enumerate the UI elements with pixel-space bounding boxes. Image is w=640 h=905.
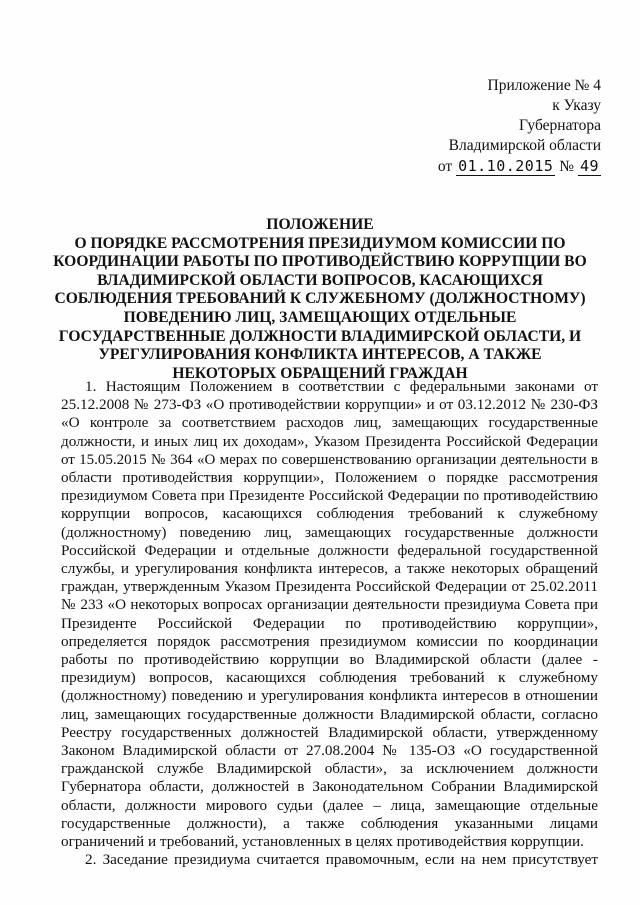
paragraph-1-line: гражданской службе Владимирской области», за исключением должности: [61, 760, 598, 778]
paragraph-1-line: Реестру государственных должностей Владимирской области, утвержденному: [61, 723, 598, 741]
appendix-decree-ref: к Указу: [552, 97, 601, 114]
paragraph-1-line: определяется порядок рассмотрения президиумом комиссии по координации: [61, 632, 598, 650]
paragraph-1-line: Президенте Российской Федерации по противодействию коррупции»,: [61, 614, 598, 632]
document-body: [61, 378, 598, 869]
paragraph-1-line: области противодействия коррупции», Положением о порядке рассмотрения: [61, 469, 598, 487]
title-line: ПОВЕДЕНИЮ ЛИЦ, ЗАМЕЩАЮЩИХ ОТДЕЛЬНЫЕ: [123, 308, 517, 326]
paragraph-1-line: Законом Владимирской области от 27.08.2004 № 135-ОЗ «О государственной: [61, 742, 598, 760]
date-prefix: от: [437, 158, 453, 175]
paragraph-1-line: президиум) вопросов, касающихся соблюдения требований к служебному: [61, 669, 598, 687]
paragraph-2-line: 2. Заседание президиума считается правомочным, если на нем присутствует: [85, 851, 598, 869]
appendix-region: Владимирской области: [448, 137, 601, 154]
paragraph-1-line: 1. Настоящим Положением в соответствии с федеральными законами от: [85, 378, 598, 395]
paragraph-1-line: государственные должности), а также соблюдения указанными лицами: [61, 814, 598, 832]
decree-date: 01.10.2015: [458, 157, 554, 175]
paragraph-1-line: Губернатора области, должностей в Законодательном Собрании Владимирской: [61, 778, 598, 796]
number-prefix: №: [559, 158, 575, 175]
paragraph-1-line: № 233 «О некоторых вопросах организации деятельности президиума Совета при: [61, 596, 598, 614]
paragraph-1-line: «О контроле за соответствием расходов лиц, замещающих государственные: [61, 414, 598, 432]
paragraph-1-line: работы по противодействию коррупции во Владимирской области (далее -: [61, 651, 598, 669]
paragraph-1-line: службы, и урегулирования конфликта интересов, а также некоторых обращений: [61, 560, 598, 578]
document-title: [40, 216, 600, 383]
paragraph-1-line: граждан, утвержденным Указом Президента Российской Федерации от 25.02.2011: [61, 578, 598, 596]
title-line: О ПОРЯДКЕ РАССМОТРЕНИЯ ПРЕЗИДИУМОМ КОМИССИИ ПО: [74, 234, 566, 252]
paragraph-1-line: Российской Федерации и отдельные должности федеральной государственной: [61, 541, 598, 559]
title-line: ПОЛОЖЕНИЕ: [266, 216, 374, 233]
title-line: ГОСУДАРСТВЕННЫЕ ДОЛЖНОСТИ ВЛАДИМИРСКОЙ ОБЛАСТИ, И: [58, 327, 582, 345]
paragraph-1-line: области, должности мирового судьи (далее – лица, замещающие отдельные: [61, 796, 598, 814]
paragraph-1-line: лиц, замещающих государственные должности Владимирской области, согласно: [61, 705, 598, 723]
paragraph-1-line: от 15.05.2015 № 364 «О мерах по совершенствованию организации деятельности в: [61, 451, 598, 468]
paragraph-1-line: президиумом Совета при Президенте Российской Федерации по противодействию: [61, 487, 598, 505]
paragraph-1-line: 25.12.2008 № 273-ФЗ «О противодействии коррупции» и от 03.12.2012 № 230-ФЗ: [61, 396, 598, 414]
paragraph-1-line: (должностному) поведению лиц, замещающих государственные должности: [61, 523, 598, 541]
paragraph-1-line: должности, и иных лиц их доходам», Указом Президента Российской Федерации: [61, 432, 598, 450]
decree-number: 49: [579, 157, 599, 175]
appendix-date-line: [438, 156, 601, 177]
paragraph-1-line: коррупции вопросов, касающихся соблюдения требований к служебному: [61, 505, 598, 523]
appendix-number: Приложение № 4: [487, 77, 601, 94]
title-line: КООРДИНАЦИИ РАБОТЫ ПО ПРОТИВОДЕЙСТВИЮ КОРРУПЦИИ ВО: [53, 253, 587, 271]
paragraph-1-line: ограничений и требований, установленных в целях противодействия коррупции.: [61, 833, 584, 851]
title-line: ВЛАДИМИРСКОЙ ОБЛАСТИ ВОПРОСОВ, КАСАЮЩИХСЯ: [97, 271, 543, 289]
paragraph-1-line: (должностному) поведению и урегулирования конфликта интересов в отношении: [61, 687, 598, 705]
title-line: НЕКОТОРЫХ ОБРАЩЕНИЙ ГРАЖДАН: [172, 364, 468, 382]
title-line: УРЕГУЛИРОВАНИЯ КОНФЛИКТА ИНТЕРЕСОВ, А ТАКЖЕ: [98, 346, 542, 364]
appendix-governor: Губернатора: [519, 117, 601, 134]
title-line: СОБЛЮДЕНИЯ ТРЕБОВАНИЙ К СЛУЖЕБНОМУ (ДОЛЖНОСТНОМУ): [54, 290, 586, 308]
appendix-header: [438, 76, 601, 177]
